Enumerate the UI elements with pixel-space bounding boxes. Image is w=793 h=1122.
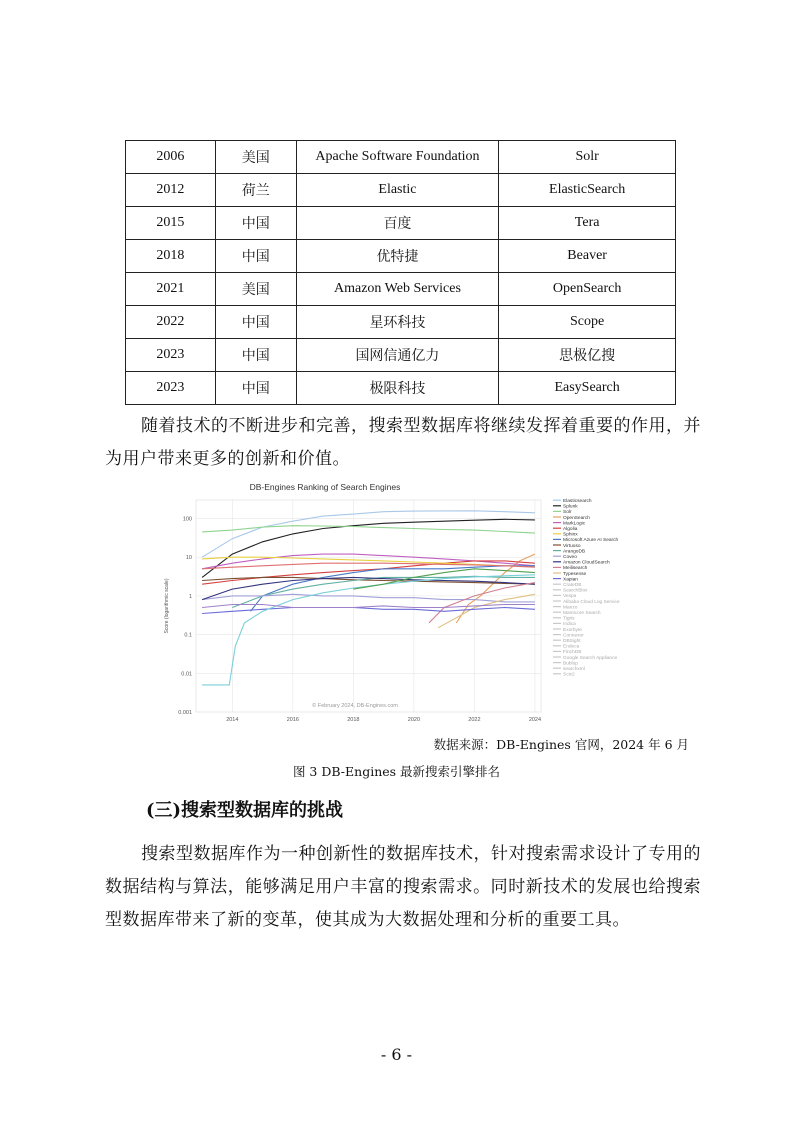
y-tick-label: 10 [185, 555, 192, 562]
legend-entry: FinchDB [563, 650, 582, 656]
table-row [126, 306, 676, 339]
y-tick-label: 0.001 [178, 710, 192, 716]
table-cell: Solr [499, 141, 676, 174]
page-number: - 6 - [380, 1045, 413, 1064]
table-cell: 中国 [215, 306, 296, 339]
table-cell: OpenSearch [499, 273, 676, 306]
section-heading: (三)搜索型数据库的挑战 [146, 800, 344, 821]
x-tick-label: 2014 [226, 717, 239, 723]
table-cell: Amazon Web Services [296, 273, 499, 306]
x-tick-label: 2022 [468, 717, 481, 723]
legend-entry: Virtuoso [563, 543, 581, 549]
table-cell: 2015 [126, 207, 216, 240]
table-cell: Tera [499, 207, 676, 240]
legend-entry: CrateDB [563, 583, 582, 588]
table-cell: 国网信通亿力 [296, 339, 499, 372]
legend-entry: Alibaba Cloud Log Service [563, 599, 620, 605]
table-row [126, 141, 676, 174]
table-cell: 中国 [215, 240, 296, 273]
table-cell: 2021 [126, 273, 216, 306]
legend-entry: Microsoft Azure AI Search [563, 538, 619, 544]
table-row [126, 372, 676, 405]
data-source-note: 数据来源：DB-Engines 官网，2024 年 6 月 [433, 737, 689, 752]
legend-entry: Vespa [563, 594, 577, 600]
table-cell: 美国 [215, 273, 296, 306]
table-row [126, 207, 676, 240]
table-cell: 中国 [215, 207, 296, 240]
legend-entry: ArangoDB [563, 549, 586, 555]
legend-entry: Sphinx [563, 532, 578, 538]
y-tick-label: 1 [188, 593, 192, 600]
x-tick-label: 2016 [286, 717, 299, 723]
legend-entry: Algolia [563, 527, 578, 532]
table-cell: 2018 [126, 240, 216, 273]
legend-entry: Connexor [563, 633, 584, 639]
legend-entry: Solr [563, 510, 572, 516]
plot-area [196, 500, 541, 712]
table-cell: ElasticSearch [499, 174, 676, 207]
table-cell: Beaver [499, 240, 676, 273]
legend-entry: Manzo [563, 605, 578, 611]
table-row [126, 339, 676, 372]
legend-entry: Coveo [563, 555, 577, 560]
table-cell: 2023 [126, 372, 216, 405]
y-tick-label: 0.1 [184, 632, 192, 639]
legend-entry: Sciz2 [563, 672, 575, 678]
table-cell: 思极亿搜 [499, 339, 676, 372]
table-cell: 2023 [126, 339, 216, 372]
legend-entry: Elasticsearch [563, 499, 592, 504]
legend-entry: Indica [563, 622, 576, 628]
table-cell: 美国 [215, 141, 296, 174]
table-row [126, 240, 676, 273]
legend-entry: Xapian [563, 577, 578, 583]
table-cell: 百度 [296, 207, 499, 240]
table-cell: 中国 [215, 372, 296, 405]
table-row [126, 273, 676, 306]
paragraph-intro: 随着技术的不断进步和完善，搜索型数据库将继续发挥着重要的作用，并为用户带来更多的创新和价值。 [105, 416, 701, 469]
legend-entry: Manticore Search [563, 611, 601, 616]
y-tick-label: 0.01 [181, 671, 192, 678]
legend-entry: searchxml [563, 667, 585, 672]
chart-legend [553, 498, 620, 678]
legend-entry: SearchBlox [563, 588, 588, 594]
table-cell: 2006 [126, 141, 216, 174]
legend-entry: Meilisearch [563, 566, 588, 572]
y-tick-label: 100 [182, 516, 192, 523]
table-cell: EasySearch [499, 372, 676, 405]
legend-entry: Endeca [563, 644, 580, 650]
table-cell: 2022 [126, 306, 216, 339]
legend-entry: Exorbyte [563, 627, 582, 633]
chart-watermark: © February 2024, DB-Engines.com [312, 703, 398, 709]
search-engine-ranking-chart [160, 478, 650, 723]
legend-entry: Bublup [563, 661, 578, 667]
figure-caption: 图 3 DB-Engines 最新搜索引擎排名 [292, 764, 501, 779]
x-tick-label: 2020 [407, 717, 421, 723]
table-cell: 优特捷 [296, 240, 499, 273]
table-cell: Elastic [296, 174, 499, 207]
legend-entry: DBSight [563, 639, 581, 644]
legend-entry: Tigris [563, 616, 575, 622]
legend-entry: Google Search Appliance [563, 655, 618, 661]
table-cell: 极限科技 [296, 372, 499, 405]
y-axis-label: Score (logarithmic scale) [164, 578, 170, 634]
legend-entry: Amazon CloudSearch [563, 560, 610, 566]
legend-entry: MarkLogic [563, 521, 586, 527]
x-tick-label: 2024 [528, 717, 542, 723]
paragraph-challenges: 搜索型数据库作为一种创新性的数据库技术，针对搜索需求设计了专用的数据结构与算法，能够满足用户丰富的搜索需求。同时新技术的发展也给搜索型数据库带来了新的变革，使其成为大数据处理和分析的重要工具。 [105, 844, 701, 930]
table-row [126, 174, 676, 207]
legend-entry: Typesense [563, 571, 587, 577]
legend-entry: OpenSearch [563, 515, 590, 521]
search-db-vendor-table [125, 140, 676, 405]
chart-title: DB-Engines Ranking of Search Engines [249, 482, 401, 492]
table-cell: 中国 [215, 339, 296, 372]
table-cell: Apache Software Foundation [296, 141, 499, 174]
table-cell: Scope [499, 306, 676, 339]
x-tick-label: 2018 [347, 717, 360, 723]
table-cell: 荷兰 [215, 174, 296, 207]
table-cell: 2012 [126, 174, 216, 207]
legend-entry: Splunk [563, 504, 578, 510]
table-cell: 星环科技 [296, 306, 499, 339]
